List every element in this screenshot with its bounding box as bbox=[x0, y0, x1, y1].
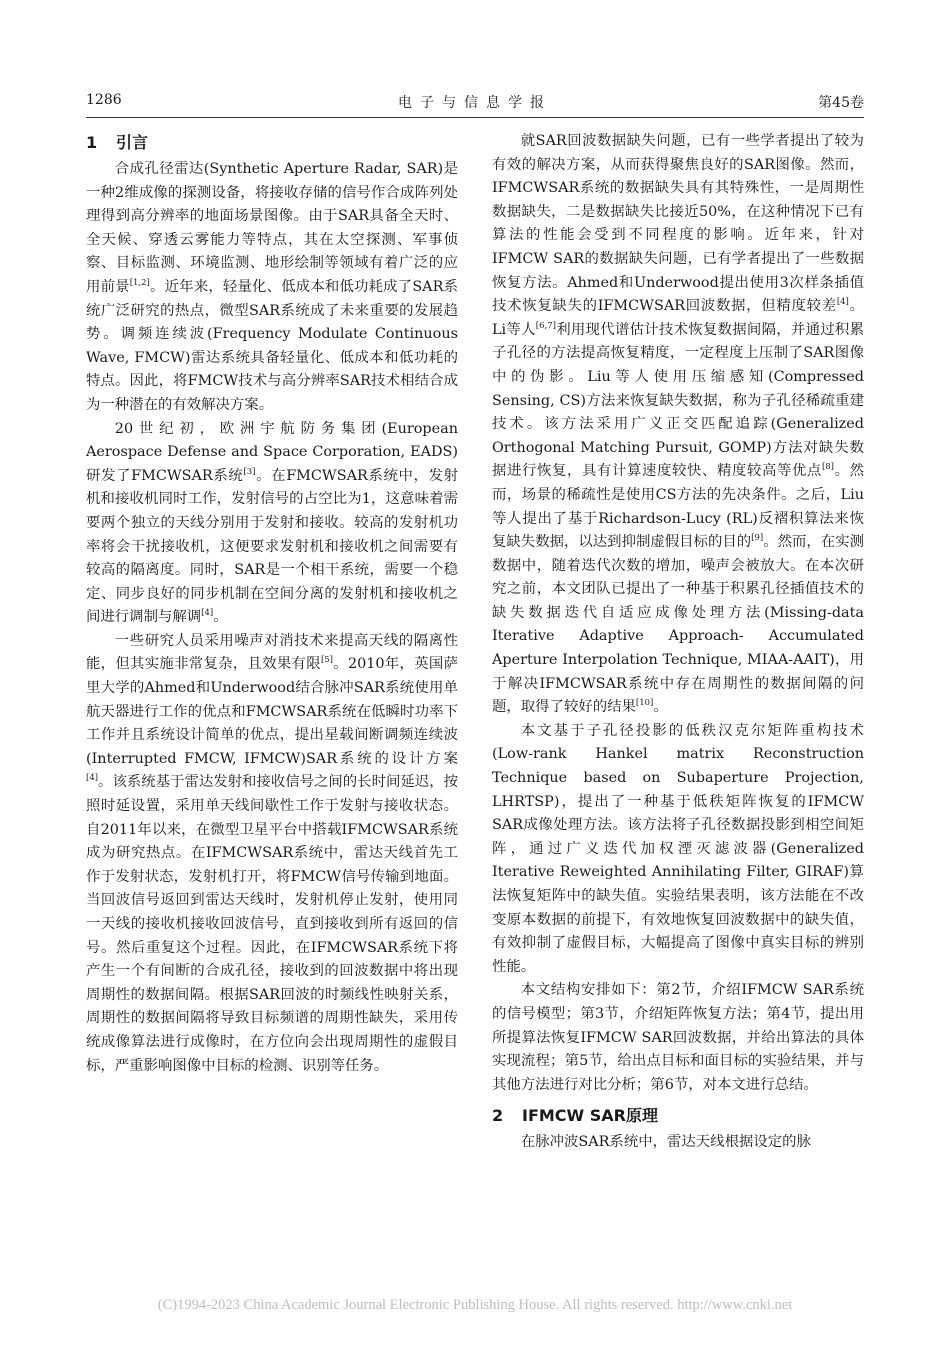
paragraph-text: 一些研究人员采用噪声对消技术来提高天线的隔离性能，但其实施非常复杂，且效果有限 bbox=[86, 632, 458, 673]
paragraph-text: 。2010年，英国萨里大学的Ahmed和Underwood结合脉冲SAR系统使用单航天器进行工作的优点和FMCWSAR系统在低瞬时功率下工作并且系统设计简单的优点，提出星载间断调频连续波(Interrupted FMCW, IFMCW)SAR系统的设计方案 bbox=[86, 656, 458, 767]
paragraph-text: 。近年来，轻量化、低成本和低功耗成了SAR系统广泛研究的热点，微型SAR系统成了未来重要的发展趋势。调频连续波(Frequency Modulate Continuous Wave, FMCW)雷达系统具备轻量化、低成本和低功耗的特点。因此，将FMCW技术与高分辨率SAR技术相结合成为一种潜在的有效解决方案。 bbox=[86, 278, 458, 413]
section-heading-1 bbox=[86, 130, 458, 156]
citation[interactable]: [4] bbox=[836, 297, 849, 308]
citation[interactable]: [1,2] bbox=[129, 278, 150, 289]
paragraph bbox=[492, 130, 864, 720]
copyright-footer: (C)1994-2023 China Academic Journal Electronic Publishing House. All rights reserved. http://www.cnki.net bbox=[157, 1297, 793, 1313]
paragraph-text: 。Li等人 bbox=[492, 298, 864, 338]
paragraph-text: 。然而，在实测数据中，随着迭代次数的增加，噪声会被放大。在本次研究之前，本文团队已提出了一种基于积累孔径插值技术的缺失数据迭代自适应成像处理方法(Missing-data Iterative Adaptive Approach- Accumulated Aperture Interpolation Technique, MIAA-AAIT)，用于解决IFMCWSAR系统中存在周期性的数据间隔的问题，取得了较好的结果 bbox=[492, 534, 864, 716]
page-header bbox=[86, 92, 864, 114]
section-number: 1 bbox=[86, 133, 98, 152]
paragraph-text: 。然而，场景的稀疏性是使用CS方法的先决条件。之后，Liu等人提出了基于Richardson-Lucy (RL)反褶积算法来恢复缺失数据，以达到抑制虚假目标的目的 bbox=[492, 463, 864, 551]
citation[interactable]: [4] bbox=[201, 608, 214, 619]
paragraph-text: 合成孔径雷达(Synthetic Aperture Radar, SAR)是一种2维成像的探测设备，将接收存储的信号作合成阵列处理得到高分辨率的地面场景图像。由于SAR具备全天时、全天候、穿透云雾能力等特点，其在太空探测、军事侦察、目标监测、环境监测、地形绘制等领域有着广泛的应用前景 bbox=[86, 161, 458, 295]
citation[interactable]: [9] bbox=[751, 533, 764, 544]
citation[interactable]: [8] bbox=[821, 462, 834, 473]
paragraph-text: 就SAR回波数据缺失问题，已有一些学者提出了较为有效的解决方案，从而获得聚焦良好的SAR图像。然而，IFMCWSAR系统的数据缺失具有其特殊性，一是周期性数据缺失，二是数据缺失比接近50%，在这种情况下已有算法的性能会受到不同程度的影响。近年来，针对IFMCW SAR的数据缺失问题，已有学者提出了一些数据恢复方法。Ahmed和Underwood提出使用3次样条插值技术恢复缺失的IFMCWSAR回波数据，但精度较差 bbox=[492, 133, 864, 315]
citation[interactable]: [10] bbox=[635, 698, 654, 709]
paragraph bbox=[86, 418, 458, 630]
paragraph bbox=[86, 158, 458, 418]
citation[interactable]: [6,7] bbox=[535, 320, 556, 331]
paragraph: 本文结构安排如下：第2节，介绍IFMCW SAR系统的信号模型；第3节，介绍矩阵恢复方法；第4节，提出用所提算法恢复IFMCW SAR回波数据，并给出算法的具体实现流程；第5节，给出点目标和面目标的实验结果，并与其他方法进行对比分析；第6节，对本文进行总结。 bbox=[492, 982, 864, 1093]
paragraph-text: 。该系统基于雷达发射和接收信号之间的长时间延迟，按照时延设置，采用单天线间歇性工作于发射与接收状态。自2011年以来，在微型卫星平台中搭载IFMCWSAR系统成为研究热点。在IFMCWSAR系统中，雷达天线首先工作于发射状态，发射机打开，将FMCW信号传输到地面。当回波信号返回到雷达天线时，发射机停止发射，使用同一天线的接收机接收回波信号，直到接收到所有返回的信号。然后重复这个过程。因此，在IFMCWSAR系统下将产生一个有间断的合成孔径，接收到的回波数据中将出现周期性的数据间隔。根据SAR回波的时频线性映射关系，周期性的数据间隔将导致目标频谱的周期性缺失，采用传统成像算法进行成像时，在方位向会出现周期性的虚假目标，严重影响图像中目标的检测、识别等任务。 bbox=[86, 774, 458, 1074]
volume-label: 第45卷 bbox=[818, 95, 864, 111]
paragraph bbox=[86, 630, 458, 1078]
citation[interactable]: [4] bbox=[86, 773, 99, 784]
citation[interactable]: [5] bbox=[320, 655, 333, 666]
section-title: 引言 bbox=[116, 133, 149, 152]
page-number: 1286 bbox=[86, 92, 122, 108]
paragraph-text: 20世纪初，欧洲宇航防务集团(European Aerospace Defense and Space Corporation, EADS)研发了FMCWSAR系统 bbox=[86, 420, 458, 484]
section-title: IFMCW SAR原理 bbox=[522, 1106, 658, 1126]
section-heading-2 bbox=[492, 1103, 864, 1129]
journal-title: 电子与信息学报 bbox=[398, 95, 552, 111]
section-number: 2 bbox=[492, 1106, 504, 1126]
right-column bbox=[492, 130, 864, 1155]
left-column bbox=[86, 130, 458, 1078]
paragraph-text: 。 bbox=[213, 609, 228, 626]
paragraph-text: 。在FMCWSAR系统中，发射机和接收机同时工作，发射信号的占空比为1，这意味着需要两个独立的天线分别用于发射和接收。较高的发射机功率将会干扰接收机，这便要求发射机和接收机之间需要有较高的隔离度。同时，SAR是一个相干系统，需要一个稳定、同步良好的同步机制在空间分离的发射机和接收机之间进行调制与解调 bbox=[86, 467, 459, 626]
paragraph-text: 。 bbox=[653, 699, 668, 716]
paragraph-text: 利用现代谱估计技术恢复数据间隔，并通过积累子孔径的方法提高恢复精度，一定程度上压制了SAR图像中的伪影。Liu等人使用压缩感知(Compressed Sensing, CS)方法来恢复缺失数据，称为子孔径稀疏重建技术。该方法采用广义正交匹配追踪(Generalized Orthogonal Matching Pursuit, GOMP)方法对缺失数据进行恢复，具有计算速度较快、精度较高等优点 bbox=[492, 321, 864, 480]
paragraph: 本文基于子孔径投影的低秩汉克尔矩阵重构技术(Low-rank Hankel matrix Reconstruction Technique based on Subaperture Projection, LHRTSP)，提出了一种基于低秩矩阵恢复的IFMCW SAR成像处理方法。该方法将子孔径数据投影到相空间矩阵，通过广义迭代加权湮灭滤波器(Generalized Iterative Reweighted Annihilating Filter, GIRAF)算法恢复矩阵中的缺失值。实验结果表明，该方法能在不改变原本数据的前提下，有效地恢复回波数据中的缺失值，有效抑制了虚假目标，大幅提高了图像中真实目标的辨别性能。 bbox=[492, 722, 864, 975]
citation[interactable]: [3] bbox=[243, 466, 256, 477]
header-rule bbox=[86, 117, 864, 118]
paragraph: 在脉冲波SAR系统中，雷达天线根据设定的脉 bbox=[520, 1134, 811, 1151]
